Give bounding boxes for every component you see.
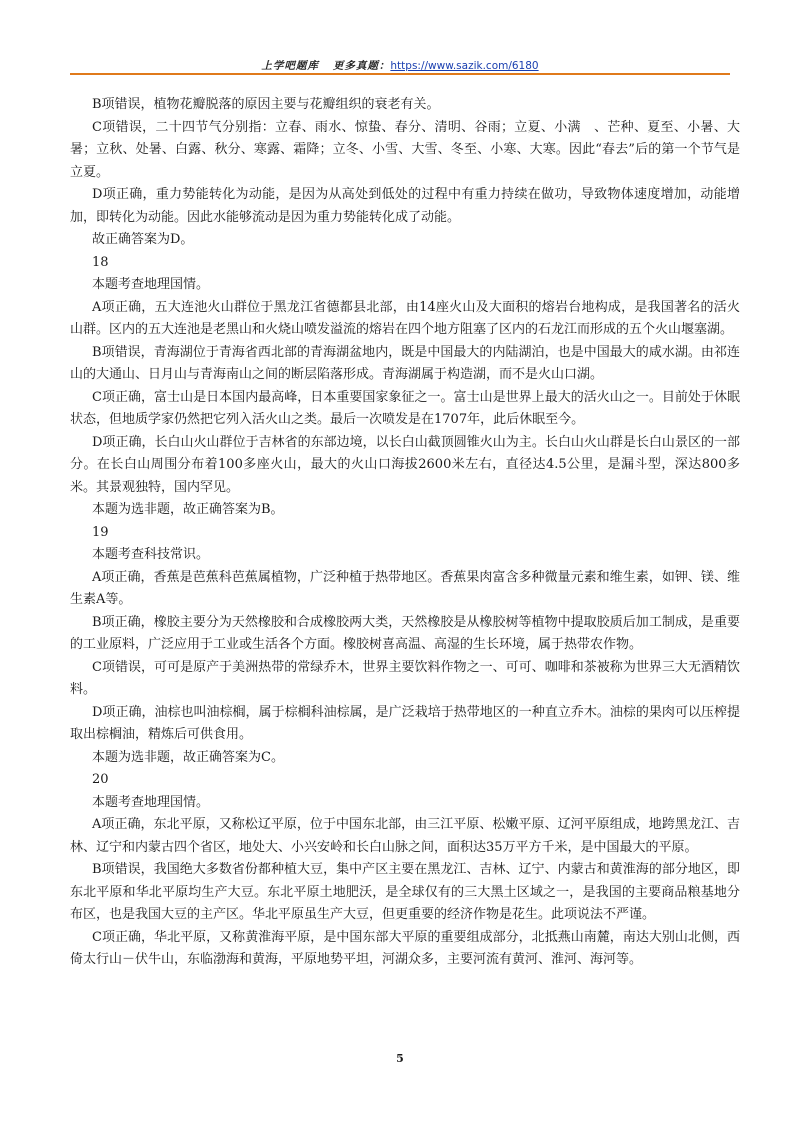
paragraph: A项正确，五大连池火山群位于黑龙江省德都县北部，由14座火山及大面积的熔岩台地构成，是我国著名的活火山群。区内的五大连池是老黑山和火烧山喷发溢流的熔岩在四个地方阻塞了区内的石龙江而形成的五个火山堰塞湖。	[70, 299, 740, 337]
question-number: 19	[92, 524, 109, 540]
paragraph: C项错误，二十四节气分别指：立春、雨水、惊蛰、春分、清明、谷雨；立夏、小满 、芒种、夏至、小暑、大暑；立秋、处暑、白露、秋分、寒露、霜降；立冬、小雪、大雪、冬至、小寒、大寒。因此“春去”后的第一个节气是立夏。	[70, 119, 740, 180]
topic-line: 本题考查科技常识。	[92, 547, 210, 562]
answer-line: 本题为选非题，故正确答案为C。	[92, 749, 284, 765]
document-body	[70, 94, 740, 972]
paragraph: B项错误，青海湖位于青海省西北部的青海湖盆地内，既是中国最大的内陆湖泊，也是中国最大的咸水湖。由祁连山的大通山、日月山与青海南山之间的断层陷落形成。青海湖属于构造湖，而不是火山口湖。	[70, 344, 740, 382]
paragraph: B项错误，植物花瓣脱落的原因主要与花瓣组织的衰老有关。	[92, 97, 440, 112]
question-number: 18	[92, 254, 109, 270]
header-label: 更多真题：	[332, 60, 391, 72]
page-header	[0, 58, 800, 73]
paragraph: D项正确，重力势能转化为动能，是因为从高处到低处的过程中有重力持续在做功，导致物体速度增加，动能增加，即转化为动能。因此水能够流动是因为重力势能转化成了动能。	[70, 187, 740, 225]
paragraph: C项错误，可可是原产于美洲热带的常绿乔木，世界主要饮料作物之一、可可、咖啡和茶被称为世界三大无酒精饮料。	[70, 659, 740, 697]
paragraph: B项错误，我国绝大多数省份都种植大豆，集中产区主要在黑龙江、吉林、辽宁、内蒙古和黄淮海的部分地区，即东北平原和华北平原均生产大豆。东北平原土地肥沃，是全球仅有的三大黑土区域之一，是我国的主要商品粮基地分布区，也是我国大豆的主产区。华北平原虽生产大豆，但更重要的经济作物是花生。此项说法不严谨。	[70, 862, 740, 922]
paragraph: A项正确，香蕉是芭蕉科芭蕉属植物，广泛种植于热带地区。香蕉果肉富含多种微量元素和维生素，如钾、镁、维生素A等。	[70, 569, 740, 607]
header-brand: 上学吧题库	[261, 60, 319, 72]
header-divider	[70, 73, 730, 75]
paragraph: A项正确，东北平原，又称松辽平原，位于中国东北部，由三江平原、松嫩平原、辽河平原组成，地跨黑龙江、吉林、辽宁和内蒙古四个省区，地处大、小兴安岭和长白山脉之间，面积达35万平方千米，是中国最大的平原。	[70, 817, 740, 855]
page-number: 5	[396, 1052, 404, 1065]
paragraph: C项正确，富士山是日本国内最高峰，日本重要国家象征之一。富士山是世界上最大的活火山之一。目前处于休眠状态，但地质学家仍然把它列入活火山之类。最后一次喷发是在1707年，此后休眠至今。	[70, 389, 740, 427]
paragraph: C项正确，华北平原，又称黄淮海平原，是中国东部大平原的重要组成部分，北抵燕山南麓，南达大别山北侧，西倚太行山－伏牛山，东临渤海和黄海，平原地势平坦，河湖众多，主要河流有黄河、淮河、海河等。	[70, 929, 740, 967]
topic-line: 本题考查地理国情。	[92, 794, 210, 810]
paragraph: D项正确，油棕也叫油棕榈，属于棕榈科油棕属，是广泛栽培于热带地区的一种直立乔木。油棕的果肉可以压榨提取出棕榈油，精炼后可供食用。	[70, 704, 740, 742]
question-number: 20	[92, 772, 109, 787]
paragraph: B项正确，橡胶主要分为天然橡胶和合成橡胶两大类，天然橡胶是从橡胶树等植物中提取胶质后加工制成，是重要的工业原料，广泛应用于工业或生活各个方面。橡胶树喜高温、高湿的生长环境，属于热带农作物。	[70, 614, 740, 652]
answer-line: 故正确答案为D。	[92, 232, 194, 247]
paragraph: D项正确，长白山火山群位于吉林省的东部边境，以长白山截顶圆锥火山为主。长白山火山群是长白山景区的一部分。在长白山周围分布着100多座火山，最大的火山口海拔2600米左右，直径达4.5公里，是漏斗型，深达800多米。其景观独特，国内罕见。	[70, 434, 740, 495]
answer-line: 本题为选非题，故正确答案为B。	[92, 502, 284, 517]
header-link[interactable]: https://www.sazik.com/6180	[390, 60, 539, 72]
topic-line: 本题考查地理国情。	[92, 277, 210, 292]
